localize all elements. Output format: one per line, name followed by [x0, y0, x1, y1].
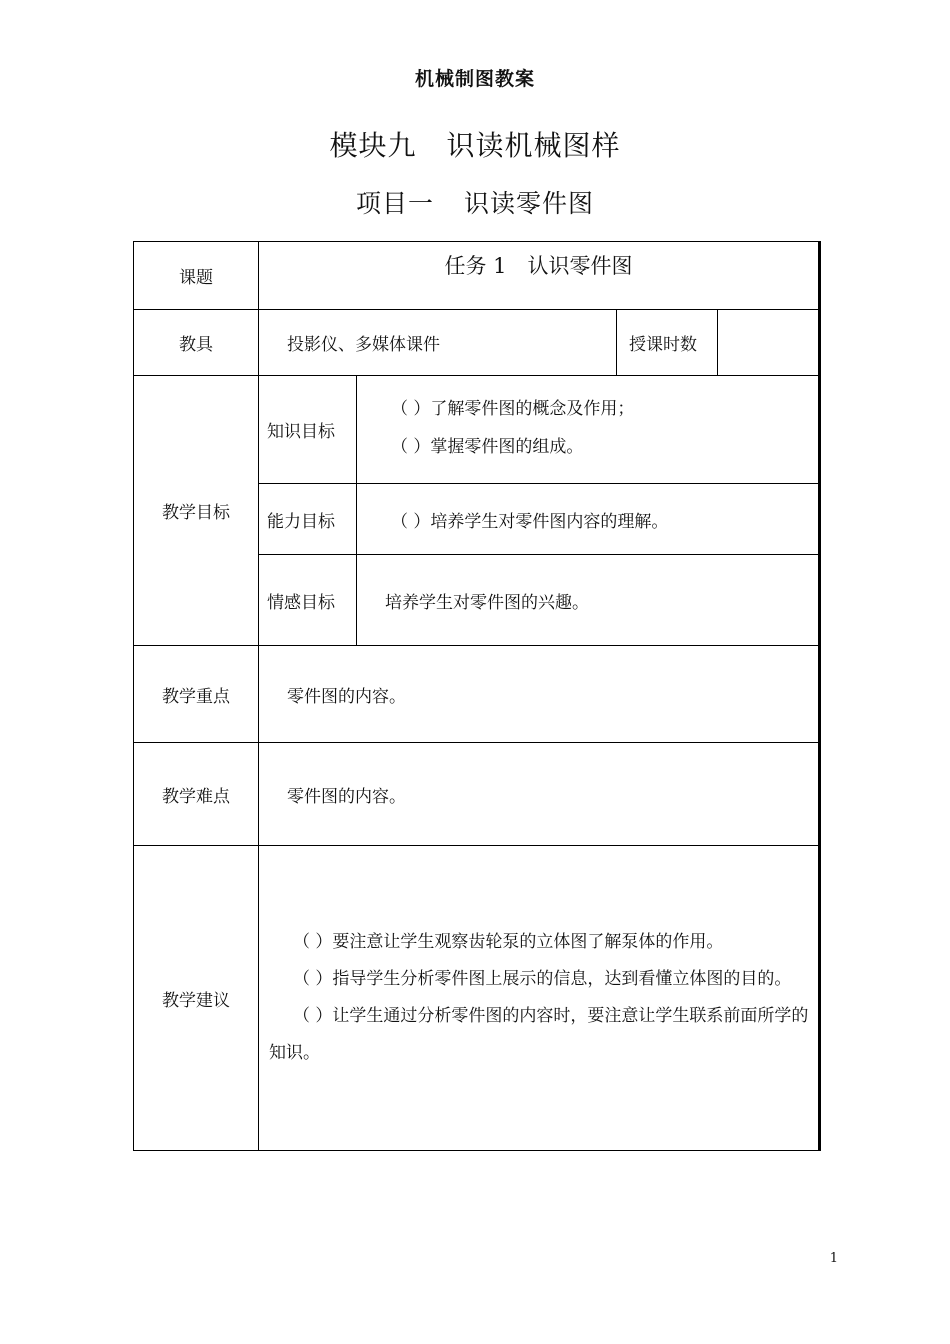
key-points-label: 教学重点	[134, 646, 259, 743]
emotion-objective: 培养学生对零件图的兴趣。	[357, 555, 820, 646]
topic-value: 任务 1 认识零件图	[259, 242, 820, 310]
project-number: 项目一	[355, 189, 434, 218]
knowledge-item: （ ）掌握零件图的组成。	[391, 437, 584, 457]
teaching-hours-label: 授课时数	[617, 310, 718, 376]
page-number: 1	[829, 1251, 838, 1266]
ability-objective: （ ）培养学生对零件图内容的理解。	[357, 484, 820, 555]
tools-row	[134, 310, 820, 376]
emotion-label: 情感目标	[259, 555, 357, 646]
difficulties-value: 零件图的内容。	[259, 743, 820, 846]
suggestions-label: 教学建议	[134, 846, 259, 1151]
lesson-plan-table	[133, 241, 821, 1151]
topic-label: 课题	[134, 242, 259, 310]
document-header-title: 机械制图教案	[414, 68, 535, 90]
objectives-label: 教学目标	[134, 376, 259, 646]
difficulties-row	[134, 743, 820, 846]
suggestion-item: （ ）让学生通过分析零件图的内容时，要注意让学生联系前面所学的知识。	[269, 1006, 809, 1063]
difficulties-label: 教学难点	[134, 743, 259, 846]
project-title	[0, 184, 950, 220]
knowledge-item: （ ）了解零件图的概念及作用；	[391, 399, 635, 419]
ability-label: 能力目标	[259, 484, 357, 555]
module-number: 模块九	[329, 129, 417, 162]
module-title	[0, 124, 950, 164]
key-points-value: 零件图的内容。	[259, 646, 820, 743]
tools-value: 投影仪、多媒体课件	[259, 310, 617, 376]
suggestions-row	[134, 846, 820, 1151]
tools-label: 教具	[134, 310, 259, 376]
key-points-row	[134, 646, 820, 743]
teaching-hours-value	[718, 310, 820, 376]
suggestion-item: （ ）要注意让学生观察齿轮泵的立体图了解泵体的作用。	[293, 932, 724, 952]
module-name: 识读机械图样	[446, 129, 621, 162]
knowledge-objectives	[357, 376, 820, 484]
knowledge-label: 知识目标	[259, 376, 357, 484]
project-name: 识读零件图	[464, 189, 595, 218]
suggestions-value	[259, 846, 820, 1151]
knowledge-row	[134, 376, 820, 484]
topic-row	[134, 242, 820, 310]
suggestion-item: （ ）指导学生分析零件图上展示的信息，达到看懂立体图的目的。	[293, 969, 792, 989]
